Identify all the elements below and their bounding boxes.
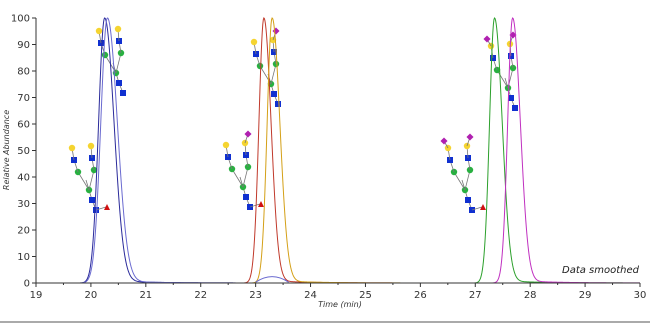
y-tick-label: 40 <box>17 172 30 184</box>
galactose-circle <box>96 28 102 34</box>
x-tick-label: 19 <box>29 290 43 301</box>
y-tick-label: 0 <box>23 278 30 290</box>
galactose-circle <box>69 145 75 151</box>
glcnac-square <box>89 197 95 203</box>
glcnac-square <box>120 90 126 96</box>
y-tick-label: 70 <box>17 93 30 104</box>
y-axis-title: Relative Abundance <box>2 109 11 191</box>
galactose-circle <box>88 143 94 149</box>
glcnac-square <box>243 194 249 200</box>
galactose-circle <box>251 39 257 45</box>
y-tick-label: 10 <box>17 252 30 263</box>
x-tick-label: 25 <box>359 290 372 301</box>
x-tick-label: 20 <box>84 290 98 301</box>
x-tick-label: 30 <box>633 290 647 301</box>
galactose-circle <box>488 43 494 49</box>
y-tick-label: 20 <box>17 225 30 237</box>
galactose-circle <box>115 26 121 32</box>
x-tick-label: 21 <box>139 290 153 301</box>
x-tick-label: 23 <box>249 290 263 301</box>
glcnac-square <box>275 101 281 107</box>
x-tick-label: 29 <box>578 290 592 301</box>
x-tick-label: 28 <box>523 290 537 301</box>
x-tick-label: 27 <box>468 290 482 301</box>
galactose-circle <box>223 142 229 148</box>
glcnac-square <box>271 91 277 97</box>
x-tick-label: 26 <box>413 290 427 301</box>
glcnac-square <box>465 197 471 203</box>
y-tick-label: 90 <box>17 40 30 51</box>
glcnac-square <box>116 80 122 86</box>
x-tick-label: 22 <box>194 290 208 301</box>
y-tick-label: 60 <box>17 119 30 131</box>
y-tick-label: 100 <box>10 13 30 25</box>
glcnac-square <box>512 105 518 111</box>
x-tick-label: 24 <box>304 290 317 301</box>
y-tick-label: 30 <box>17 199 30 210</box>
y-tick-label: 50 <box>17 146 30 157</box>
data-smoothed-note: Data smoothed <box>562 265 640 276</box>
y-tick-label: 80 <box>17 66 30 78</box>
x-axis-title: Time (min) <box>318 300 362 309</box>
